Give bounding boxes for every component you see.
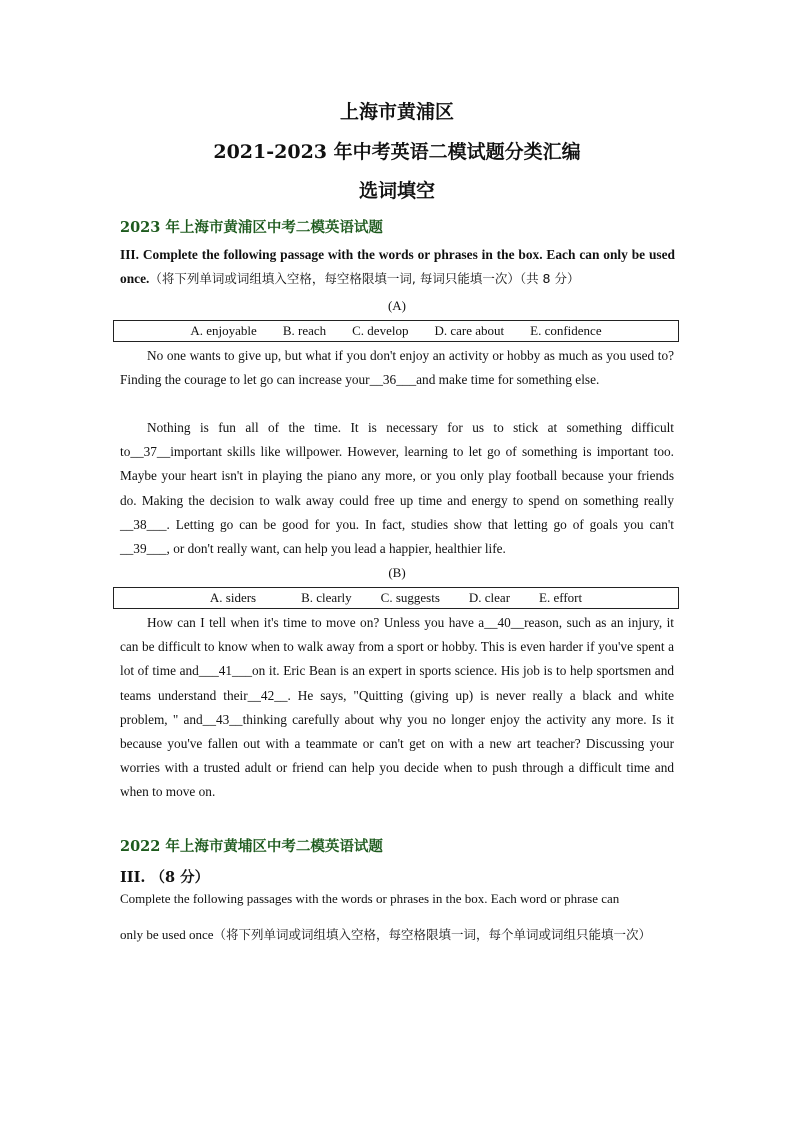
instruction-cn: （将下列单词或词组填入空格，每空格限填一词，每个单词或词组只能填一次） (213, 927, 652, 942)
instruction-2023 (120, 243, 675, 291)
option-e: E. confidence (530, 323, 602, 338)
option-a: A. siders (209, 590, 257, 605)
title-topic: 选词填空 (358, 180, 435, 202)
passage-a-paragraph-1: No one wants to give up, but what if you don't enjoy an activity or hobby as much as you used to? Finding the courage to let go can increase your__36___and make time for something else. (120, 348, 674, 388)
instruction-cn: （将下列单词或词组填入空格，每空格限填一词, 每词只能填一次）（共 8 分） (149, 271, 580, 286)
instruction-en-line-1: Complete the following passages with the words or phrases in the box. Each word or phrase can (120, 891, 620, 906)
option-e: E. effort (539, 590, 583, 605)
passage-b-paragraph-1: How can I tell when it's time to move on? Unless you have a__40__reason, such as an injury, it can be difficult to know when to walk away from a sport or hobby. This is even harder if you've spent a lot of time and___41___on it. Eric Bean is an expert in sports science. His job is to help sportsmen and teams understand their__42__. He says, "Quitting (giving up) is never really a black and white problem, " and__43__thinking carefully about why you no longer enjoy the activity any more. Is it because you've fallen out with a teammate or can't get on with a new art teacher? Discussing your worries with a trusted adult or friend can help you decide when to push through a difficult time and when to move on. (120, 615, 674, 800)
title-collection: 2021-2023 年中考英语二模试题分类汇编 (213, 141, 581, 163)
word-box-a (113, 320, 679, 342)
part-a-label: (A) (387, 298, 407, 313)
option-d: D. care about (434, 323, 505, 338)
option-c: C. suggests (380, 590, 440, 605)
option-b: B. reach (282, 323, 327, 338)
title-district: 上海市黄浦区 (339, 101, 454, 123)
option-b: B. clearly (301, 590, 352, 605)
passage-a-paragraph-2: Nothing is fun all of the time. It is necessary for us to stick at something difficult to__37__important skills like willpower. However, learning to let go of something is important too. Maybe your heart isn't in playing the piano any more, or you only play football because your friends do. Making the decision to walk away could free up time and energy to spend on something really __38___. Letting go can be good for you. In fact, studies show that letting go of goals you can't __39___, or don't really want, can help you lead a happier, healthier life. (120, 420, 674, 557)
instruction-en: III. Complete the following passage with the words or phrases in the box. Each can only be used once. (120, 247, 675, 286)
instruction-2022 (120, 881, 676, 953)
word-box-b (113, 587, 679, 609)
instruction-en-line-2: only be used once (120, 927, 214, 942)
part-iii-label: III. （8 分） (120, 869, 210, 886)
option-c: C. develop (352, 323, 409, 338)
part-b-label: (B) (388, 565, 406, 580)
option-d: D. clear (468, 590, 511, 605)
section-heading-2023: 2023 年上海市黄浦区中考二模英语试题 (120, 219, 383, 236)
option-a: A. enjoyable (190, 323, 257, 338)
section-heading-2022: 2022 年上海市黄埔区中考二模英语试题 (120, 838, 383, 855)
